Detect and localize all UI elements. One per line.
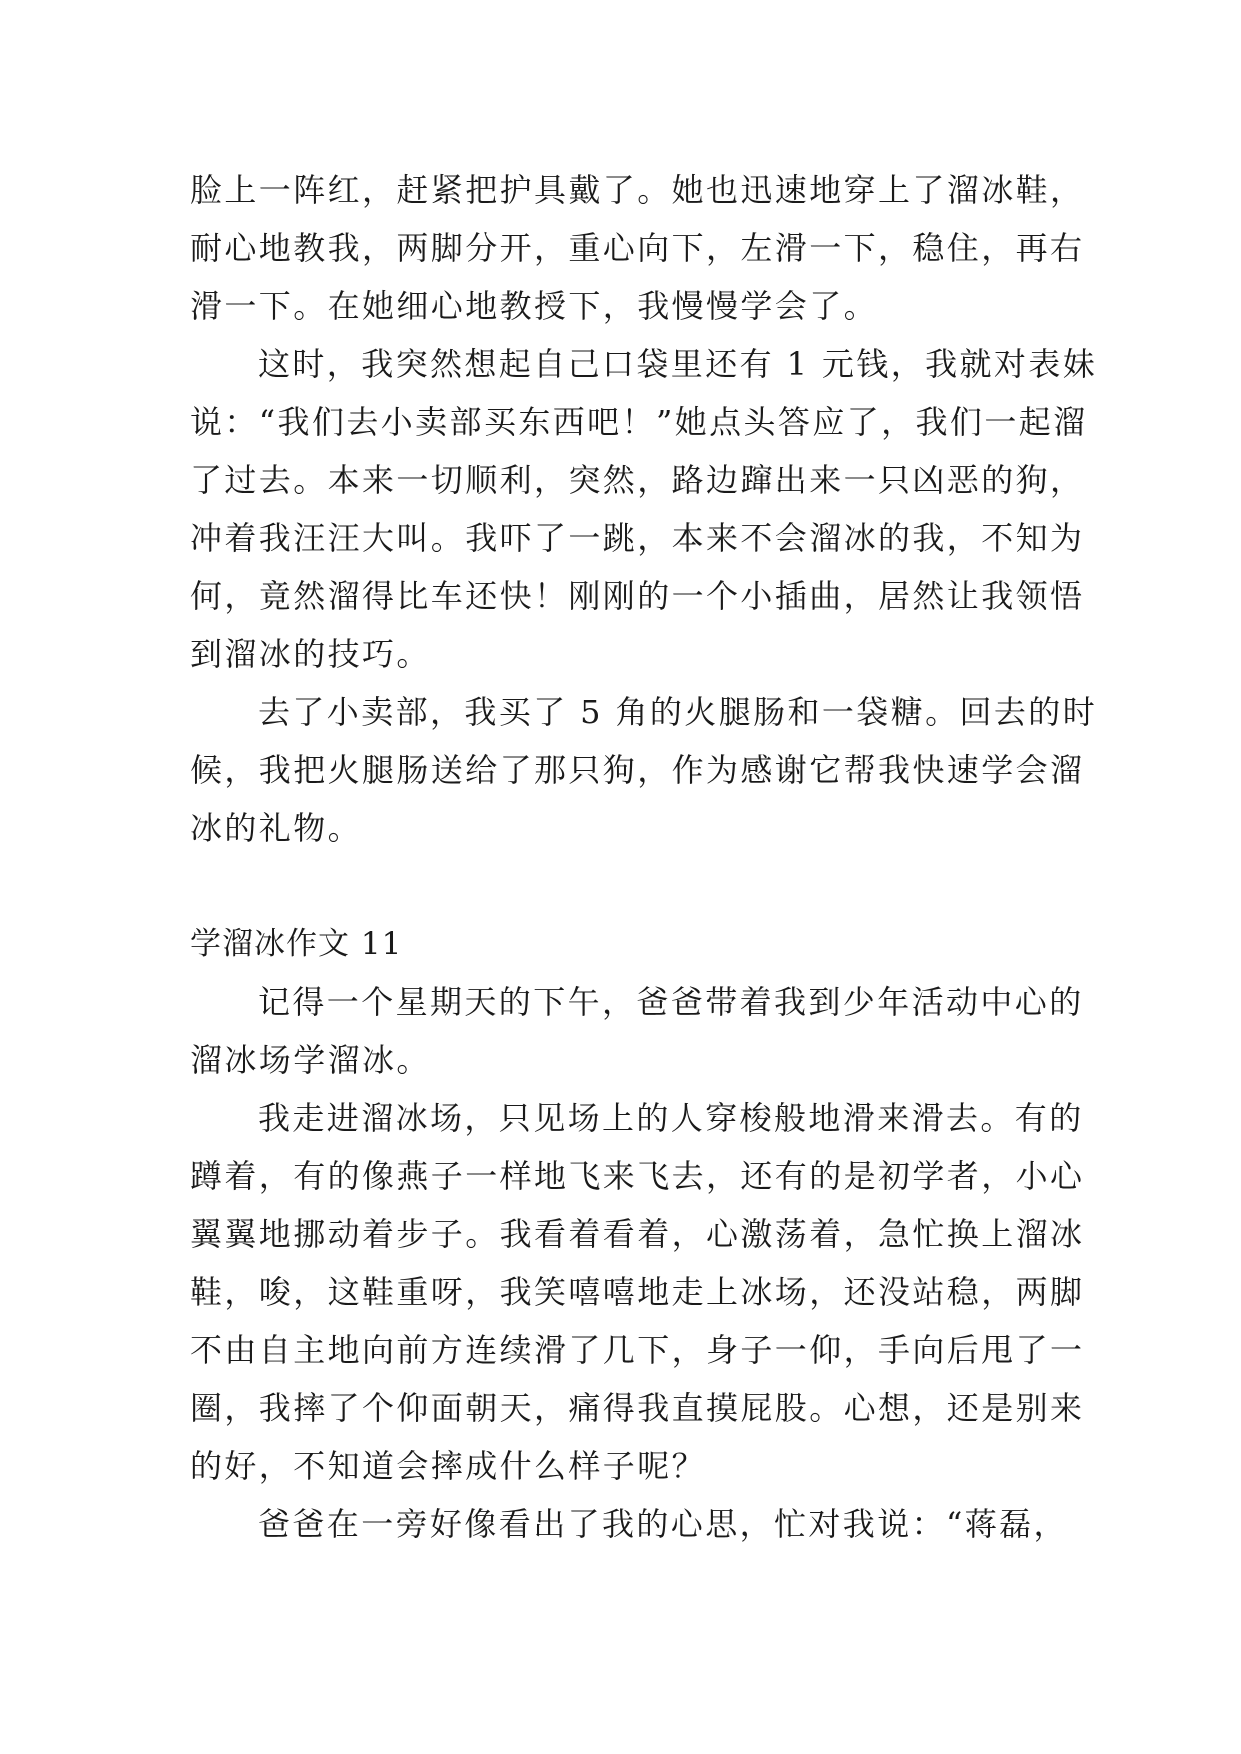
paragraph-start-line: 爸爸在一旁好像看出了我的心思，忙对我说：“蒋磊， [258, 1505, 1068, 1543]
text-line: 蹲着，有的像燕子一样地飞来飞去，还有的是初学者，小心 [190, 1157, 1085, 1195]
blank-line [190, 857, 1060, 915]
text-line: 耐心地教我，两脚分开，重心向下，左滑一下，稳住，再右 [190, 229, 1085, 267]
document-body [190, 161, 1098, 1553]
paragraph-start-line: 这时，我突然想起自己口袋里还有 1 元钱，我就对表妹 [258, 345, 1098, 383]
text-line: 滑一下。在她细心地教授下，我慢慢学会了。 [190, 287, 879, 325]
text-line: 圈，我摔了个仰面朝天，痛得我直摸屁股。心想，还是别来 [190, 1389, 1085, 1427]
text-line: 了过去。本来一切顺利，突然，路边蹿出来一只凶恶的狗， [190, 461, 1085, 499]
text-line: 候，我把火腿肠送给了那只狗，作为感谢它帮我快速学会溜 [190, 751, 1085, 789]
text-line: 说：“我们去小卖部买东西吧！”她点头答应了，我们一起溜 [190, 403, 1088, 441]
text-line: 何，竟然溜得比车还快！刚刚的一个小插曲，居然让我领悟 [190, 577, 1085, 615]
text-line: 的好，不知道会摔成什么样子呢？ [190, 1447, 707, 1485]
text-line: 溜冰场学溜冰。 [190, 1041, 431, 1079]
text-line: 到溜冰的技巧。 [190, 635, 431, 673]
text-line: 翼翼地挪动着步子。我看着看着，心激荡着，急忙换上溜冰 [190, 1215, 1085, 1253]
text-line: 脸上一阵红，赶紧把护具戴了。她也迅速地穿上了溜冰鞋， [190, 171, 1085, 209]
text-line: 冲着我汪汪大叫。我吓了一跳，本来不会溜冰的我，不知为 [190, 519, 1085, 557]
text-line: 不由自主地向前方连续滑了几下，身子一仰，手向后甩了一 [190, 1331, 1085, 1369]
text-line: 鞋，唆，这鞋重呀，我笑嘻嘻地走上冰场，还没站稳，两脚 [190, 1273, 1085, 1311]
paragraph-start-line: 我走进溜冰场，只见场上的人穿梭般地滑来滑去。有的 [258, 1099, 1084, 1137]
text-line: 冰的礼物。 [190, 809, 363, 847]
section-title: 学溜冰作文 11 [190, 926, 403, 962]
paragraph-start-line: 去了小卖部，我买了 5 角的火腿肠和一袋糖。回去的时 [258, 693, 1098, 731]
paragraph-start-line: 记得一个星期天的下午，爸爸带着我到少年活动中心的 [258, 983, 1084, 1021]
